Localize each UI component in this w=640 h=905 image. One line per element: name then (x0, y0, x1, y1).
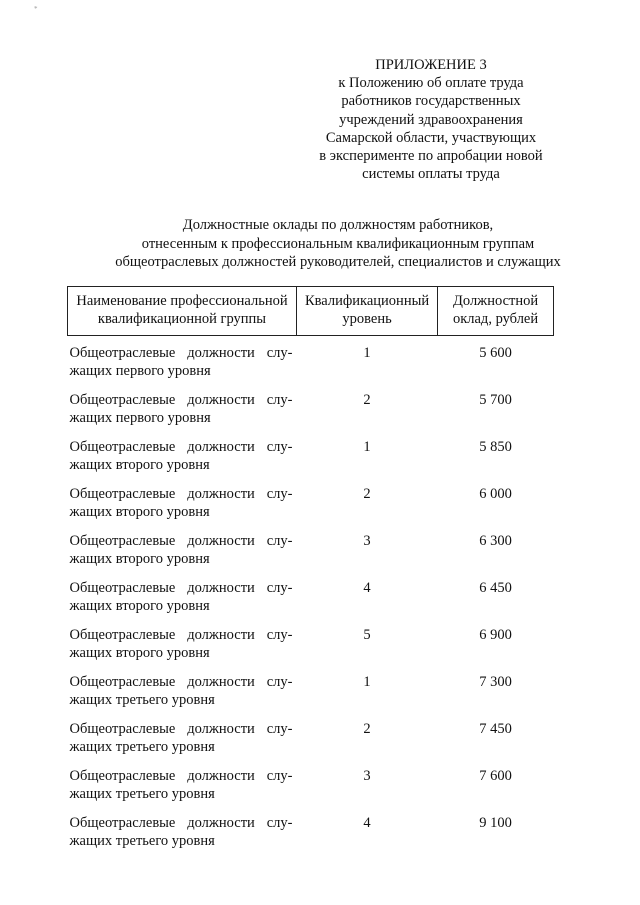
level-cell: 2 (363, 392, 371, 408)
table-title-line: общеотраслевых должностей руководителей, специалистов и служащих (115, 254, 561, 270)
table-row (68, 485, 554, 532)
table-title-line: отнесенным к профессиональным квалификационным группам (141, 235, 535, 252)
group-name-cell: Общеотраслевые должности слу- жащих третьего уровня (69, 815, 293, 849)
appendix-number: ПРИЛОЖЕНИЕ 3 (375, 57, 487, 73)
group-name-cell: Общеотраслевые должности слу- жащих второго уровня (69, 533, 293, 567)
table-row (68, 673, 554, 720)
level-cell: 2 (363, 721, 371, 737)
table-row (68, 814, 554, 861)
table-row (68, 532, 554, 579)
level-cell: 3 (363, 768, 371, 784)
salary-table (67, 286, 554, 861)
group-name-cell: Общеотраслевые должности слу- жащих третьего уровня (69, 721, 293, 755)
appendix-header (296, 56, 566, 183)
salary-cell: 5 850 (479, 439, 512, 455)
table-row (68, 626, 554, 673)
appendix-line: системы оплаты труда (362, 166, 500, 183)
salary-cell: 5 700 (479, 392, 512, 408)
group-name-cell: Общеотраслевые должности слу- жащих третьего уровня (69, 674, 293, 708)
level-cell: 4 (363, 580, 371, 596)
header-salary: Должностной оклад, рублей (438, 287, 554, 336)
salary-cell: 6 300 (479, 533, 512, 549)
corner-mark: * (34, 5, 38, 13)
group-name-cell: Общеотраслевые должности слу- жащих второго уровня (69, 439, 293, 473)
level-cell: 1 (363, 345, 371, 361)
salary-cell: 7 450 (479, 721, 512, 737)
salary-cell: 6 000 (479, 486, 512, 502)
table-row (68, 720, 554, 767)
group-name-cell: Общеотраслевые должности слу- жащих второго уровня (69, 580, 293, 614)
salary-cell: 9 100 (479, 815, 512, 831)
salary-cell: 6 450 (479, 580, 512, 596)
table-row (68, 579, 554, 626)
level-cell: 4 (363, 815, 371, 831)
salary-cell: 7 600 (479, 768, 512, 784)
header-qualification-level: Квалификационный уровень (296, 287, 437, 336)
level-cell: 2 (363, 486, 371, 502)
salary-cell: 6 900 (479, 627, 512, 643)
level-cell: 1 (363, 674, 371, 690)
appendix-line: в эксперименте по апробации новой (319, 148, 543, 165)
group-name-cell: Общеотраслевые должности слу- жащих третьего уровня (69, 768, 293, 802)
header-group-name: Наименование профессиональной квалификационной группы (68, 287, 297, 336)
group-name-cell: Общеотраслевые должности слу- жащих второго уровня (69, 486, 293, 520)
salary-cell: 7 300 (479, 674, 512, 690)
group-name-cell: Общеотраслевые должности слу- жащих первого уровня (69, 392, 293, 426)
level-cell: 3 (363, 533, 371, 549)
salary-cell: 5 600 (479, 345, 512, 361)
appendix-line: учреждений здравоохранения (339, 111, 523, 128)
level-cell: 1 (363, 439, 371, 455)
table-row (68, 336, 554, 392)
table-row (68, 391, 554, 438)
table-row (68, 438, 554, 485)
appendix-line: Самарской области, участвующих (325, 129, 537, 146)
table-title (68, 216, 608, 272)
appendix-line: к Положению об оплате труда (338, 75, 524, 92)
group-name-cell: Общеотраслевые должности слу- жащих первого уровня (69, 345, 293, 379)
appendix-line: работников государственных (341, 93, 521, 110)
level-cell: 5 (363, 627, 371, 643)
group-name-cell: Общеотраслевые должности слу- жащих второго уровня (69, 627, 293, 661)
table-row (68, 767, 554, 814)
table-title-line: Должностные оклады по должностям работников, (182, 217, 494, 233)
table-header-row (68, 287, 554, 336)
